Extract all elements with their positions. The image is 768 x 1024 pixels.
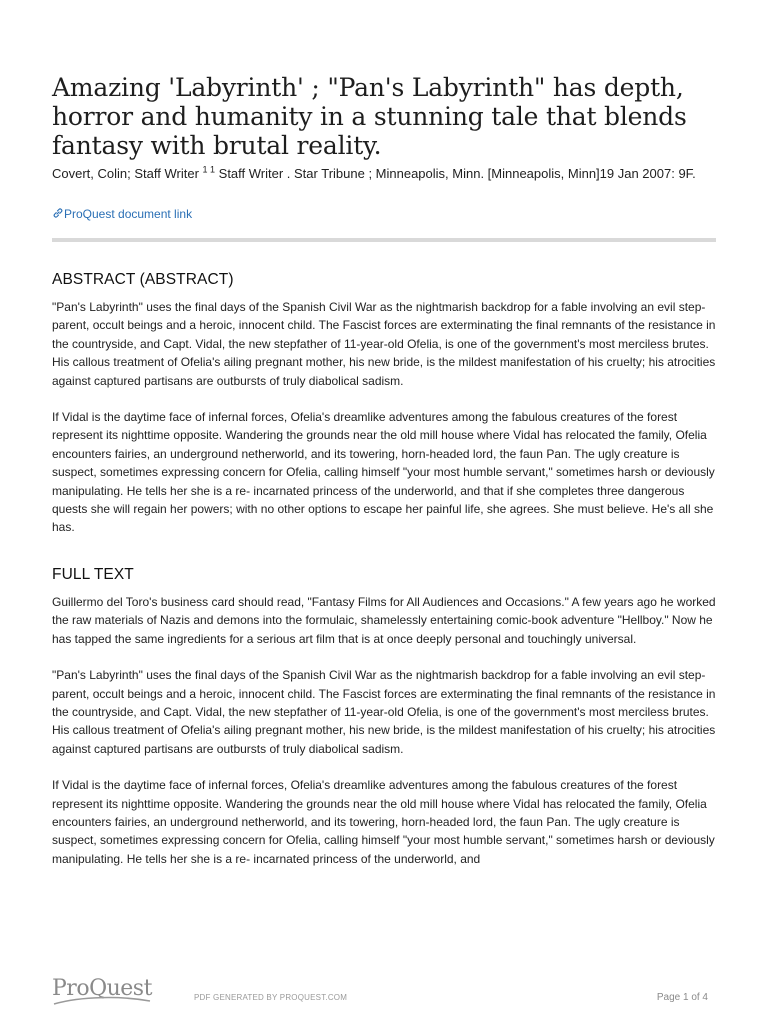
full-text-paragraph: If Vidal is the daytime face of infernal forces, Ofelia's dreamlike adventures among the fabulous creatures of the forest represent its nighttime opposite. Wandering the grounds near the old mill house where Vidal has relocated the family, Ofelia encounters fairies, an underground netherworld, and its towering, horn-headed lord, the faun Pan. The ugly creature is suspect, sometimes expressing concern for Ofelia, calling himself "your most humble servant," sometimes harsh or deviously manipulating. He tells her she is a re- incarnated princess of the underworld, and bbox=[52, 778, 715, 866]
abstract-paragraph: If Vidal is the daytime face of infernal forces, Ofelia's dreamlike adventures among the fabulous creatures of the forest represent its nighttime opposite. Wandering the grounds near the old mill house where Vidal has relocated the family, Ofelia encounters fairies, an underground netherworld, and its towering, horn-headed lord, the faun Pan. The ugly creature is suspect, sometimes expressing concern for Ofelia, calling himself "your most humble servant," sometimes harsh or deviously manipulating. He tells her she is a re- incarnated princess of the underworld, and that if she completes three dangerous quests she will regain her powers; with no other options to escape her painful life, she agrees. She must believe. He's all she has. bbox=[52, 410, 715, 535]
article-title: Amazing 'Labyrinth' ; "Pan's Labyrinth" has depth, horror and humanity in a stunning tale that blends fantasy with brutal reality. bbox=[52, 73, 687, 160]
full-text-paragraph: "Pan's Labyrinth" uses the final days of the Spanish Civil War as the nightmarish backdrop for a fable involving an evil step-parent, occult beings and a heroic, innocent child. The Fascist forces are exterminating the final remnants of the resistance in the countryside, and Capt. Vidal, the new stepfather of 11-year-old Ofelia, is one of the government's most merciless brutes. His callous treatment of Ofelia's ailing pregnant mother, his new bride, is the mildest manifestation of his cruelty; his atrocities against captured partisans are outbursts of truly diabolical sadism. bbox=[52, 668, 716, 756]
article-byline bbox=[52, 164, 716, 184]
byline-superscript: 1 1 bbox=[202, 164, 216, 175]
abstract-paragraph: "Pan's Labyrinth" uses the final days of the Spanish Civil War as the nightmarish backdrop for a fable involving an evil step-parent, occult beings and a heroic, innocent child. The Fascist forces are exterminating the final remnants of the resistance in the countryside, and Capt. Vidal, the new stepfather of 11-year-old Ofelia, is one of the government's most merciless brutes. His callous treatment of Ofelia's ailing pregnant mother, his new bride, is the mildest manifestation of his cruelty; his atrocities against captured partisans are outbursts of truly diabolical sadism. bbox=[52, 300, 716, 388]
proquest-document-link[interactable] bbox=[52, 207, 192, 221]
logo-text: ProQuest bbox=[52, 976, 152, 1001]
abstract-heading: ABSTRACT (ABSTRACT) bbox=[52, 271, 234, 288]
byline-authors: Covert, Colin; Staff Writer bbox=[52, 166, 203, 181]
generated-by-label: PDF GENERATED BY PROQUEST.COM bbox=[194, 993, 348, 1002]
link-icon bbox=[52, 207, 64, 219]
document-page bbox=[52, 0, 716, 868]
full-text-paragraph: Guillermo del Toro's business card should read, "Fantasy Films for All Audiences and Occasions." A few years ago he worked the raw materials of Nazis and demons into the formulaic, shamelessly entertaining comic-book adventure "Hellboy." Now he has tapped the same ingredients for a serious art film that is at once deeply personal and touchingly universal. bbox=[52, 594, 716, 646]
page-number: Page 1 of 4 bbox=[656, 992, 708, 1003]
full-text-heading: FULL TEXT bbox=[52, 565, 134, 583]
logo-swoosh-icon bbox=[52, 994, 152, 1008]
page-footer bbox=[52, 976, 716, 1016]
doc-link-label: ProQuest document link bbox=[64, 207, 193, 221]
header-divider bbox=[52, 238, 716, 242]
proquest-logo bbox=[52, 976, 152, 1001]
byline-source: Staff Writer . Star Tribune ; Minneapolis, Minn. [Minneapolis, Minn]19 Jan 2007: 9F. bbox=[215, 166, 696, 181]
